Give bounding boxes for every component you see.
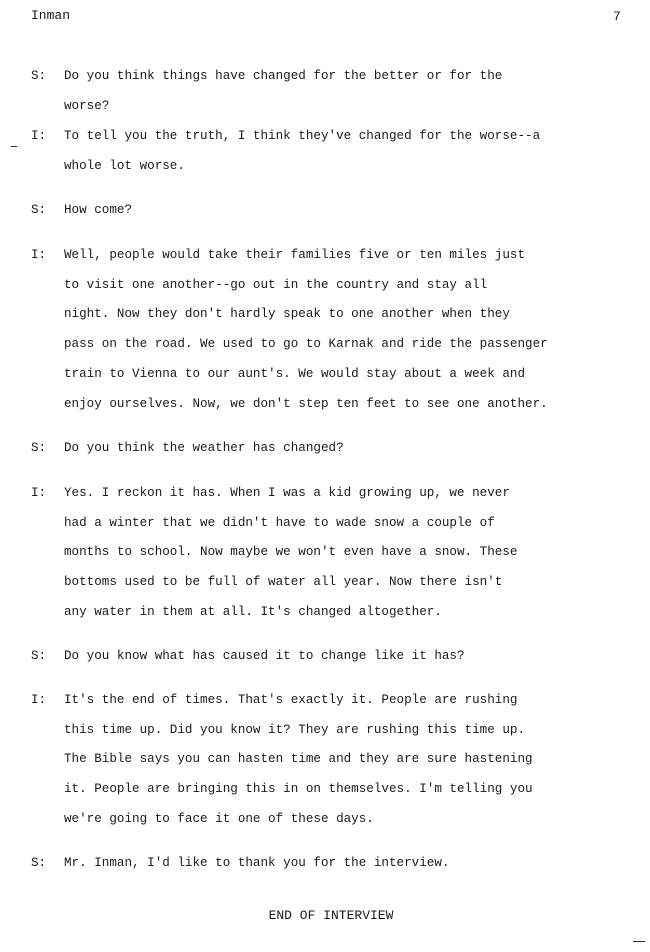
- transcript-entry: [31, 434, 643, 464]
- transcript-entry: [31, 686, 643, 835]
- speaker-label: I:: [31, 486, 47, 500]
- entry-text: To tell you the truth, I think they've changed for the worse--a whole lot worse.: [64, 129, 541, 173]
- speaker-label: S:: [31, 69, 47, 83]
- corner-mark: [633, 941, 645, 942]
- entry-text: Mr. Inman, I'd like to thank you for the interview.: [64, 856, 450, 870]
- entry-text: Do you know what has caused it to change like it has?: [64, 649, 465, 663]
- transcript-entry: [31, 122, 643, 181]
- margin-mark: [11, 146, 17, 147]
- entry-text: Yes. I reckon it has. When I was a kid growing up, we never had a winter that we didn't have to wade snow a couple of months to school. Now maybe we won't even have a snow. These bottoms used to be full of water all year. Now there isn't any water in them at all. It's changed altogether.: [64, 486, 518, 619]
- entry-text: Do you think the weather has changed?: [64, 441, 344, 455]
- transcript-entry: [31, 642, 643, 672]
- end-of-interview-label: END OF INTERVIEW: [268, 908, 394, 923]
- speaker-label: I:: [31, 248, 47, 262]
- transcript-entry: [31, 849, 643, 879]
- speaker-label: S:: [31, 856, 47, 870]
- transcript-entry: [31, 241, 643, 419]
- entry-text: Do you think things have changed for the better or for the worse?: [64, 69, 503, 113]
- entry-text: Well, people would take their families five or ten miles just to visit one another--go out in the country and stay all night. Now they don't hardly speak to one another when they pass on the road. We used to go to Karnak and ride the passenger train to Vienna to our aunt's. We would stay about a week and enjoy ourselves. Now, we don't step ten feet to see one another.: [64, 248, 548, 411]
- speaker-label: I:: [31, 129, 47, 143]
- speaker-label: S:: [31, 203, 47, 217]
- speaker-label: S:: [31, 649, 47, 663]
- entry-text: It's the end of times. That's exactly it. People are rushing this time up. Did you know it? They are rushing this time up. The Bible says you can hasten time and they are sure hastening it. People are bringing this in on themselves. I'm telling you we're going to face it one of these days.: [64, 693, 533, 826]
- entry-text: How come?: [64, 203, 133, 217]
- transcript-entry: [31, 196, 643, 226]
- transcript-entry: [31, 62, 643, 121]
- header-interviewee-name: Inman: [31, 8, 71, 23]
- speaker-label: S:: [31, 441, 47, 455]
- page-number: 7: [613, 9, 621, 24]
- speaker-label: I:: [31, 693, 47, 707]
- transcript-entry: [31, 479, 643, 628]
